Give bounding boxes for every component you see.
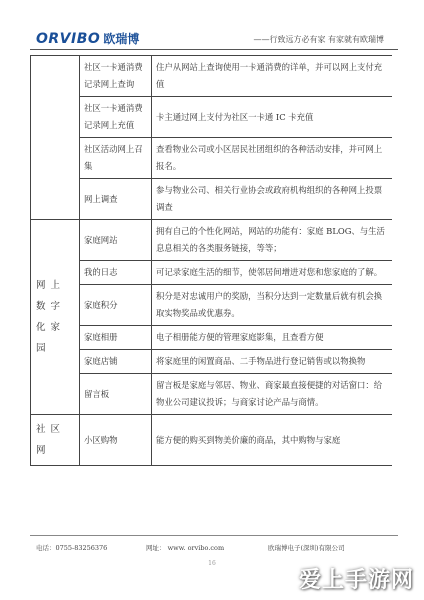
table-row [31,285,393,326]
category-cell-digital-home: 网上数字化家园 [31,220,80,415]
footer-company: 欧瑞博电子(深圳)有限公司 [268,544,345,552]
logo-text-cn: 欧瑞博 [103,32,140,46]
feature-cell: 我的日志 [80,261,152,285]
page-header [0,0,424,50]
feature-cell: 社区一卡通消费记录网上充值 [80,97,152,138]
table-row [31,326,393,350]
table-row [31,415,393,466]
footer-phone: 电话：0755-83256376 [36,544,108,552]
table-row [31,374,393,415]
description-cell: 能方便的购买到物美价廉的商品，其中购物与家庭 [152,415,393,466]
description-cell: 将家庭里的闲置商品、二手物品进行登记销售或以物换物 [152,350,393,374]
table-row [31,138,393,179]
footer-divider [30,535,398,536]
table-row [31,56,393,97]
description-cell: 积分是对忠诚用户的奖励，当积分达到一定数量后就有机会换取实物奖品或优惠券。 [152,285,393,326]
feature-cell: 小区购物 [80,415,152,466]
header-slogan: ——行致远方必有家 有家就有欧瑞博 [253,35,384,44]
category-cell-empty [31,56,80,220]
feature-cell: 家庭积分 [80,285,152,326]
feature-cell: 家庭相册 [80,326,152,350]
header-divider [30,49,398,50]
page-number: 16 [208,560,216,567]
table-row [31,261,393,285]
footer-website: 网址： www. orvibo.com [146,544,225,552]
feature-table-container [30,55,392,528]
description-cell: 参与物业公司、相关行业协会或政府机构组织的各种网上投票调查 [152,179,393,220]
feature-cell: 社区一卡通消费记录网上查询 [80,56,152,97]
feature-cell: 社区活动网上召集 [80,138,152,179]
description-cell: 查看物业公司或小区居民社团组织的各种活动安排，并可网上报名。 [152,138,393,179]
company-logo [36,30,139,47]
feature-cell: 家庭网站 [80,220,152,261]
description-cell: 卡主通过网上支付为社区一卡通 IC 卡充值 [152,97,393,138]
description-cell: 留言板是家庭与邻居、物业、商家最直接便捷的对话窗口：给物业公司建议投诉；与商家讨论产品与商情。 [152,374,393,415]
description-cell: 住户从网站上查询使用一卡通消费的详单，并可以网上支付充值 [152,56,393,97]
description-cell: 电子相册能方便的管理家庭影集，且查看方便 [152,326,393,350]
watermark: 爱上手游网 [298,568,414,593]
table-row [31,350,393,374]
table-row [31,97,393,138]
feature-cell: 网上调查 [80,179,152,220]
category-cell-community: 社区网 [31,415,80,466]
feature-cell: 家庭店铺 [80,350,152,374]
feature-cell: 留言板 [80,374,152,415]
table-row [31,179,393,220]
table-row [31,220,393,261]
feature-table [30,55,392,466]
description-cell: 可记录家庭生活的细节，使邻居间增进对您和您家庭的了解。 [152,261,393,285]
description-cell: 拥有自己的个性化网站，网站的功能有：家庭 BLOG、与生活息息相关的各类服务链接，等等； [152,220,393,261]
logo-text-en: ORVIBO [36,30,101,47]
